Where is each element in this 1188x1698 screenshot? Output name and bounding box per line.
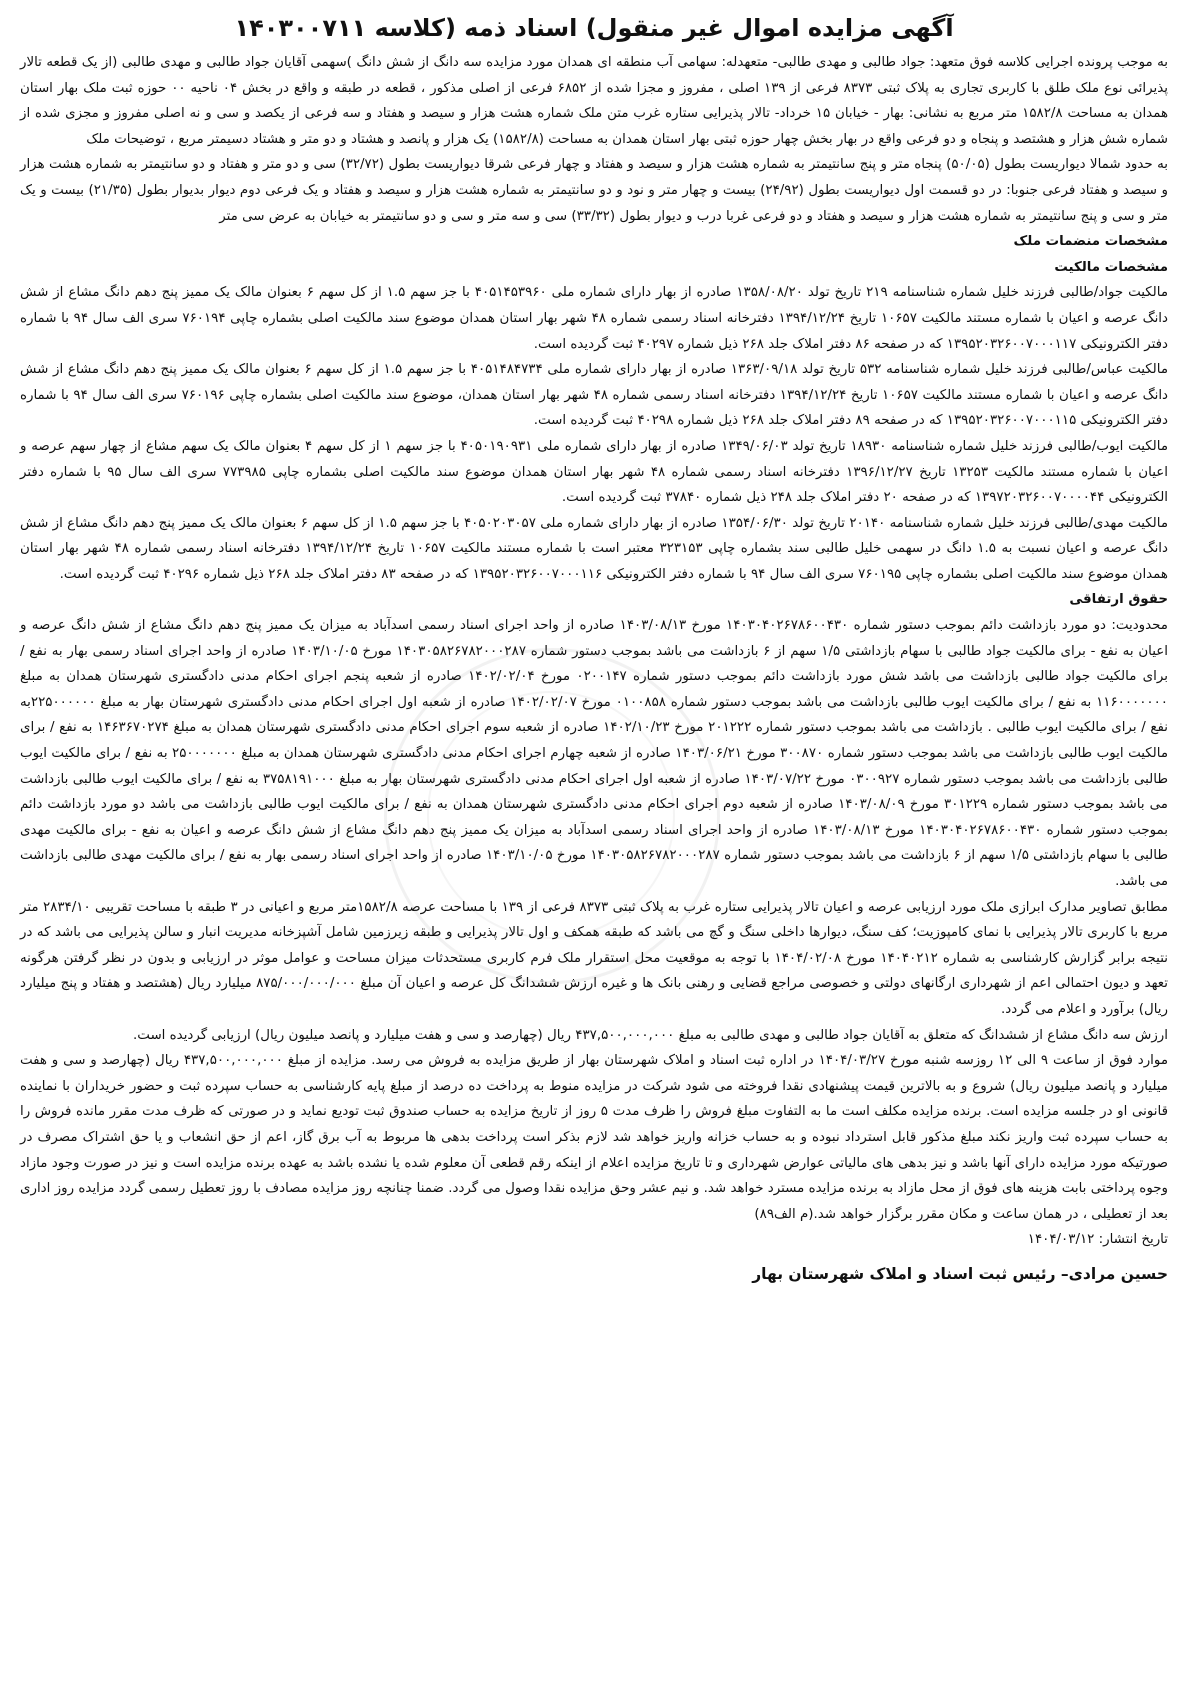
owner-ayoub-paragraph: مالکیت ایوب/طالبی فرزند خلیل شماره شناسنامه ۱۸۹۳۰ تاریخ تولد ۱۳۴۹/۰۶/۰۳ صادره از بهار دارای شماره ملی ۴۰۵۰۱۹۰۹۳۱ با جز سهم ۱ از کل سهم ۴ بعنوان مالک یک سهم مشاع از چهار سهم عرصه و اعیان با شماره مستند مالکیت ۱۳۲۵۳ تاریخ ۱۳۹۶/۱۲/۲۷ دفترخانه اسناد رسمی شماره ۴۸ شهر بهار استان همدان موضوع سند مالکیت اصلی بشماره چاپی ۷۷۳۹۸۵ سری الف سال ۹۵ با شماره دفتر الکترونیکی ۱۳۹۷۲۰۳۲۶۰۰۷۰۰۰۰۴۴ که در صفحه ۲۰ دفتر املاک جلد ۲۴۸ ذیل شماره ۳۷۸۴۰ ثبت گردیده است.	[20, 438, 1169, 506]
value-share-paragraph: ارزش سه دانگ مشاع از ششدانگ که متعلق به آقایان جواد طالبی و مهدی طالبی به مبلغ ۴۳۷,۵۰۰,۰۰۰,۰۰۰ ریال (چهارصد و سی و هفت میلیارد و پانصد میلیون ریال) ارزیابی گردیده است.	[133, 1027, 1168, 1043]
ownership-heading: مشخصات مالکیت	[1054, 259, 1168, 275]
easement-heading: حقوق ارتفاقی	[1069, 592, 1168, 608]
publish-date: تاریخ انتشار: ۱۴۰۴/۰۳/۱۲	[1027, 1232, 1168, 1248]
auction-terms-paragraph: موارد فوق از ساعت ۹ الی ۱۲ روزسه شنبه مورخ ۱۴۰۴/۰۳/۲۷ در اداره ثبت اسناد و املاک شهرستان بهار از طریق مزایده به فروش می رسد. مزایده از مبلغ ۴۳۷,۵۰۰,۰۰۰,۰۰۰ ریال (چهارصد و سی و هفت میلیارد و پانصد میلیون ریال) شروع و به بالاترین قیمت پیشنهادی نقدا فروخته می شود شرکت در مزایده منوط به پرداخت ده درصد از مبلغ پایه کارشناسی به حساب سپرده ثبت و حضور خریداران با نماینده قانونی او در جلسه مزایده است. برنده مزایده مکلف است ما به التفاوت مبلغ فروش را ظرف مدت ۵ روز از تاریخ مزایده به حساب صندوق ثبت تودیع نماید و در صورتی که ظرف مدت مقرر مانده فروش را به حساب سپرده ثبت واریز نکند مبلغ مذکور قابل استرداد نبوده و به حساب خزانه واریز خواهد شد لازم بذکر است پرداخت بدهی ها مربوط به آب برق گاز، اعم از حق انشعاب و یا حق اشتراک مصرف در صورتیکه مورد مزایده دارای آنها باشد و نیز بدهی های مالیاتی عوارض شهرداری و تا تاریخ مزایده اعلام از اینکه رقم قطعی آن معلوم شده یا نشده باشد به عهده برنده مزایده است و نیز در صورت وجود مازاد وجوه پرداختی بابت هزینه های فوق از محل مازاد به برنده مزایده مسترد خواهد شد. و نیم عشر وحق مزایده نقدا وصول می گردد. ضمنا چنانچه روز مزایده مصادف با روز تعطیل رسمی گردد مزایده روز اداری بعد از تعطیلی ، در همان ساعت و مکان مقرر برگزار خواهد شد.(م الف۸۹)	[20, 1053, 1168, 1222]
notice-title: آگهی مزایده اموال غیر منقول) اسناد ذمه (کلاسه ۱۴۰۳۰۰۷۱۱	[234, 14, 954, 42]
owner-mahdi-paragraph: مالکیت مهدی/طالبی فرزند خلیل شماره شناسنامه ۲۰۱۴۰ تاریخ تولد ۱۳۵۴/۰۶/۳۰ صادره از بهار دارای شماره ملی ۴۰۵۰۲۰۳۰۵۷ با جز سهم ۱.۵ از کل سهم ۶ بعنوان مالک یک ممیز پنج دهم دانگ مشاع از شش دانگ عرصه و اعیان نسبت به ۱.۵ دانگ در سهمی خلیل طالبی سند بشماره چاپی ۳۲۳۱۵۳ معتبر است با شماره مستند مالکیت ۱۰۶۵۷ تاریخ ۱۳۹۴/۱۲/۲۴ دفترخانه اسناد رسمی شماره ۴۸ شهر بهار استان همدان موضوع سند مالکیت اصلی بشماره چاپی ۷۶۰۱۹۵ سری الف سال ۹۴ با شماره دفتر الکترونیکی ۱۳۹۵۲۰۳۲۶۰۰۷۰۰۰۱۱۶ که در صفحه ۸۳ دفتر املاک جلد ۲۶۸ ذیل شماره ۴۰۲۹۶ ثبت گردیده است.	[20, 515, 1168, 582]
owner-abbas-paragraph: مالکیت عباس/طالبی فرزند خلیل شماره شناسنامه ۵۳۲ تاریخ تولد ۱۳۶۳/۰۹/۱۸ صادره از بهار دارای شماره ملی ۴۰۵۱۴۸۴۷۳۴ با جز سهم ۱.۵ از کل سهم ۶ بعنوان مالک یک ممیز پنج دهم دانگ مشاع از شش دانگ عرصه و اعیان با شماره مستند مالکیت ۱۰۶۵۷ تاریخ ۱۳۹۴/۱۲/۲۴ دفترخانه اسناد رسمی شماره ۴۸ شهر بهار استان همدان، موضوع سند مالکیت اصلی بشماره چاپی ۷۶۰۱۹۶ سری الف سال ۹۴ با شماره دفتر الکترونیکی ۱۳۹۵۲۰۳۲۶۰۰۷۰۰۰۱۱۵ که در صفحه ۸۹ دفتر املاک جلد ۲۶۸ ذیل شماره ۴۰۲۹۸ ثبت گردیده است.	[20, 362, 1169, 429]
signature-line: حسین مرادی– رئیس ثبت اسناد و املاک شهرستان بهار	[752, 1264, 1168, 1283]
intro-paragraph: به موجب پرونده اجرایی کلاسه فوق متعهد: جواد طالبی و مهدی طالبی- متعهدله: سهامی آب منطقه ای همدان مورد مزایده سه دانگ از شش دانگ )سهمی آقایان جواد طالبی و مهدی طالبی (از یک قطعه تالار پذیرائی نوع ملک طلق با کاربری تجاری به پلاک ثبتی ۸۳۷۳ فرعی از ۱۳۹ اصلی ، مفروز و مجزا شده از ۶۸۵۲ فرعی از اصلی مذکور ، قطعه در طبقه و واقع در بخش ۰۴ ناحیه ۰۰ حوزه ثبت ملک بهار استان همدان به مساحت ۱۵۸۲/۸ متر مربع به نشانی: بهار - خیابان ۱۵ خرداد- تالار پذیرایی ستاره غرب متن ملک شماره هشت هزار و سیصد و هفتاد و سه فرعی از یکصد و سی و نه اصلی مفروز و مجزی شده از شماره شش هزار و هشتصد و پنجاه و دو فرعی واقع در بهار بخش چهار حوزه ثبتی بهار استان همدان به مساحت (۱۵۸۲/۸) یک هزار و پانصد و هشتاد و دو متر و هشتاد دسیمتر مربع ، توضیحات ملک	[20, 55, 1169, 147]
appraisal-paragraph: مطابق تصاویر مدارک ابرازی ملک مورد ارزیابی عرصه و اعیان تالار پذیرایی ستاره غرب به پلاک ثبتی ۸۳۷۳ فرعی از ۱۳۹ با مساحت عرصه ۱۵۸۲/۸متر مربع و اعیانی در ۳ طبقه با مساحت تقریبی ۲۸۳۴/۱۰ متر مربع با کاربری تالار پذیرایی با نمای کامپوزیت؛ کف سنگ، دیوارها داخلی سنگ و گچ می باشد که طبقه همکف و اول تالار پذیرایی و طبقه زیرزمین شامل آشپزخانه مدیریت انبار و سالن پذیرایی می باشد که در نتیجه برابر گزارش کارشناسی به شماره ۱۴۰۴۰۲۱۲ مورخ ۱۴۰۴/۰۲/۰۸ با توجه به موقعیت محل استقرار ملک فرم کاربری مستحدثات میزان مساحت و عوامل موثر در ارزیابی و بدون در نظر گرفتن هرگونه تعهد و دیون احتمالی اعم از شهرداری ارگانهای دولتی و خصوصی مراجع قضایی و رهنی بانک ها و غیره ارزش ششدانگ کل عرصه و اعیان آن مبلغ ۸۷۵/۰۰۰/۰۰۰/۰۰۰ میلیارد ریال (هشتصد و هفتاد و پنج میلیارد ریال) برآورد و اعلام می گردد.	[20, 899, 1169, 1017]
attachments-heading: مشخصات منضمات ملک	[1013, 234, 1168, 250]
owner-javad-paragraph: مالکیت جواد/طالبی فرزند خلیل شماره شناسنامه ۲۱۹ تاریخ تولد ۱۳۵۸/۰۸/۲۰ صادره از بهار دارای شماره ملی ۴۰۵۱۴۵۳۹۶۰ با جز سهم ۱.۵ از کل سهم ۶ بعنوان مالک یک ممیز پنج دهم دانگ مشاع از شش دانگ عرصه و اعیان با شماره مستند مالکیت ۱۰۶۵۷ تاریخ ۱۳۹۴/۱۲/۲۴ دفترخانه اسناد رسمی شماره ۴۸ شهر بهار استان همدان موضوع سند مالکیت اصلی بشماره چاپی ۷۶۰۱۹۴ سری الف سال ۹۴ با شماره دفتر الکترونیکی ۱۳۹۵۲۰۳۲۶۰۰۷۰۰۰۱۱۷ که در صفحه ۸۶ دفتر املاک جلد ۲۶۸ ذیل شماره ۴۰۲۹۷ ثبت گردیده است.	[20, 285, 1169, 352]
auction-notice-page	[14, 8, 1174, 1688]
boundaries-paragraph: به حدود شمالا دیواریست بطول (۵۰/۰۵) پنجاه متر و پنج سانتیمتر به شماره هشت هزار و سیصد و هفتاد و چهار فرعی شرقا دیواریست بطول (۳۲/۷۲) سی و دو متر و هفتاد و دو سانتیمتر به شماره هشت هزار و سیصد و هفتاد فرعی جنوبا: در دو قسمت اول دیواریست بطول (۲۴/۹۲) بیست و چهار متر و نود و دو سانتیمتر به شماره هشت هزار و سیصد و هفتاد و یک فرعی دوم دیوار بدیوار بطول (۲۱/۳۵) بیست و یک متر و سی و پنج سانتیمتر به شماره هشت هزار و سیصد و هفتاد و دو فرعی غربا درب و دیوار بطول (۳۳/۳۲) سی و سه متر و سی و دو سانتیمتر به خیابان به عرض سی متر	[20, 157, 1168, 224]
restrictions-paragraph: محدودیت: دو مورد بازداشت دائم بموجب دستور شماره ۱۴۰۳۰۴۰۲۶۷۸۶۰۰۴۳۰ مورخ ۱۴۰۳/۰۸/۱۳ صادره از واحد اجرای اسناد رسمی اسدآباد به میزان یک ممیز پنج دهم دانگ مشاع از شش دانگ عرصه و اعیان به نفع - برای مالکیت جواد طالبی با سهام بازداشتی ۱/۵ سهم از ۶ بازداشت می باشد بموجب دستور شماره ۱۴۰۳۰۵۸۲۶۷۸۲۰۰۰۲۸۷ مورخ ۱۴۰۳/۱۰/۰۵ صادره از واحد اجرای اسناد رسمی بهار به نفع / برای مالکیت جواد طالبی بازداشت می باشد شش مورد بازداشت دائم بموجب دستور شماره ۰۲۰۰۱۴۷ مورخ ۱۴۰۲/۰۲/۰۴ صادره از شعبه پنجم اجرای احکام مدنی دادگستری شهرستان همدان به مبلغ ۱۱۶۰۰۰۰۰۰۰ به نفع / برای مالکیت ایوب طالبی بازداشت می باشد بموجب دستور شماره ۰۱۰۰۸۵۸ مورخ ۱۴۰۲/۰۲/۰۷ صادره از شعبه اول اجرای احکام مدنی دادگستری شهرستان بهار به مبلغ ۲۲۵۰۰۰۰۰۰به نفع / برای مالکیت ایوب طالبی . بازداشت می باشد بموجب دستور شماره ۲۰۱۲۲۲ مورخ ۱۴۰۲/۱۰/۲۳ صادره از شعبه سوم اجرای احکام مدنی دادگستری شهرستان همدان به مبلغ ۱۴۶۳۶۷۰۲۷۴ به نفع / برای مالکیت ایوب طالبی بازداشت می باشد بموجب دستور شماره ۳۰۰۸۷۰ مورخ ۱۴۰۳/۰۶/۲۱ صادره از شعبه چهارم اجرای احکام مدنی دادگستری شهرستان همدان به مبلغ ۲۵۰۰۰۰۰۰۰ به نفع / برای مالکیت ایوب طالبی بازداشت می باشد بموجب دستور شماره ۰۳۰۰۹۲۷ مورخ ۱۴۰۳/۰۷/۲۲ صادره از شعبه اول اجرای احکام مدنی دادگستری شهرستان بهار به مبلغ ۳۷۵۸۱۹۱۰۰۰ به نفع / برای مالکیت ایوب طالبی بازداشت می باشد بموجب دستور شماره ۳۰۱۲۲۹ مورخ ۱۴۰۳/۰۸/۰۹ صادره از شعبه دوم اجرای احکام مدنی دادگستری شهرستان همدان به نفع / برای مالکیت ایوب طالبی بازداشت می باشد دو مورد بازداشت دائم بموجب دستور شماره ۱۴۰۳۰۴۰۲۶۷۸۶۰۰۴۳۰ مورخ ۱۴۰۳/۰۸/۱۳ صادره از واحد اجرای اسناد رسمی اسدآباد به میزان یک ممیز پنج دهم دانگ مشاع از شش دانگ عرصه و اعیان به نفع - برای مالکیت مهدی طالبی با سهام بازداشتی ۱/۵ سهم از ۶ بازداشت می باشد بموجب دستور شماره ۱۴۰۳۰۵۸۲۶۷۸۲۰۰۰۲۸۷ مورخ ۱۴۰۳/۱۰/۰۵ صادره از واحد اجرای اسناد رسمی بهار به نفع / برای مالکیت مهدی طالبی بازداشت می باشد.	[20, 618, 1169, 889]
